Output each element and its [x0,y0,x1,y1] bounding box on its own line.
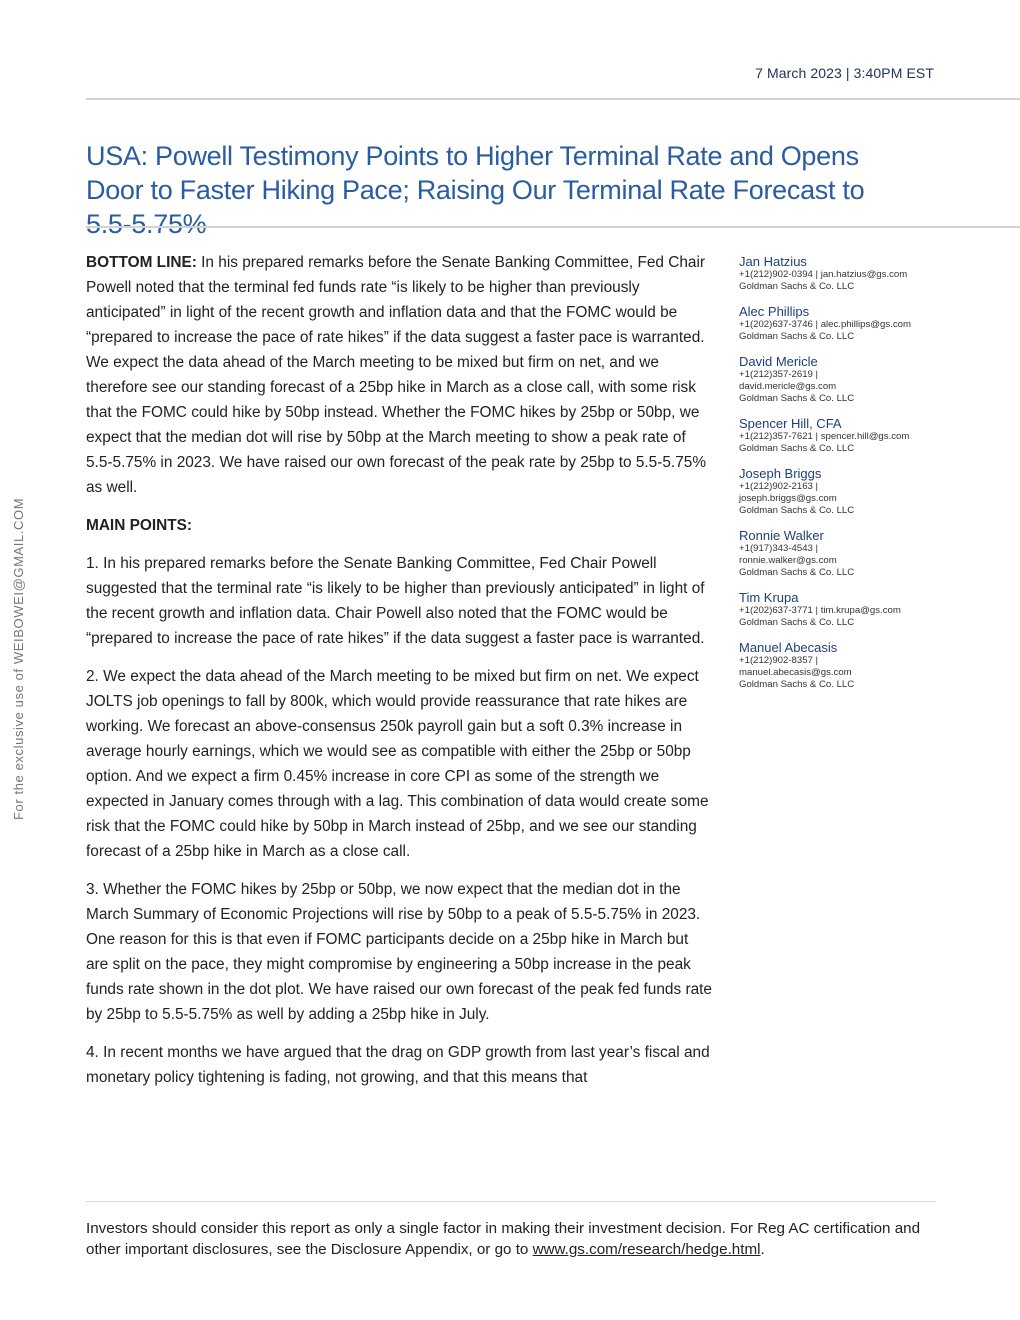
author-firm: Goldman Sachs & Co. LLC [739,617,855,628]
author-email[interactable]: david.mericle@gs.com [739,381,837,392]
bottom-line-label: BOTTOM LINE: [86,254,197,271]
main-points-heading: MAIN POINTS: [86,517,193,534]
disclaimer-end: . [760,1240,765,1258]
author-name[interactable]: Jan Hatzius [739,254,807,269]
main-point-2: 2. We expect the data ahead of the March meeting to be mixed but firm on net. We expect JOLTS job openings to fall by 800k, which would provide reassurance that rate hikes are working. We forecast an above-consensus 250k payroll gain but a soft 0.3% increase in average hourly earnings, which we would see as compatible with either the 25bp or 50bp option. And we expect a firm 0.45% increase in core CPI as some of the strength we expected in January comes through with a lag. This combination of data would create some risk that the FOMC could hike by 50bp in March instead of 25bp, and we see our standing forecast of a 25bp hike in March as a close call. [86,668,709,860]
author-name[interactable]: Tim Krupa [739,590,799,605]
author-email[interactable]: joseph.briggs@gs.com [739,493,837,504]
author-contact[interactable]: +1(917)343-4543 | [739,543,819,554]
author-name[interactable]: Ronnie Walker [739,528,824,543]
author-contact[interactable]: +1(202)637-3746 | alec.phillips@gs.com [739,319,911,330]
author-firm: Goldman Sachs & Co. LLC [739,281,855,292]
author-card [739,640,949,691]
author-firm: Goldman Sachs & Co. LLC [739,393,855,404]
title-divider [86,226,1020,228]
author-contact[interactable]: +1(202)637-3771 | tim.krupa@gs.com [739,605,901,616]
author-name[interactable]: Spencer Hill, CFA [739,416,842,431]
footer-disclaimer [86,1219,936,1260]
author-name[interactable]: David Mericle [739,354,818,369]
author-contact[interactable]: +1(212)902-0394 | jan.hatzius@gs.com [739,269,908,280]
author-card [739,254,949,293]
author-email[interactable]: ronnie.walker@gs.com [739,555,837,566]
footer-divider [86,1201,936,1202]
author-firm: Goldman Sachs & Co. LLC [739,679,855,690]
author-name[interactable]: Joseph Briggs [739,466,822,481]
author-name[interactable]: Alec Phillips [739,304,810,319]
report-body [86,250,712,1103]
author-card [739,528,949,579]
author-card [739,416,949,455]
report-title: USA: Powell Testimony Points to Higher Terminal Rate and Opens Door to Faster Hiking Pace; Raising Our Terminal Rate Forecast to 5.5-5.75% [86,141,865,239]
author-contact[interactable]: +1(212)902-2163 | [739,481,819,492]
main-point-1: 1. In his prepared remarks before the Senate Banking Committee, Fed Chair Powell suggested that the terminal rate “is likely to be higher than previously anticipated” in light of the recent growth and inflation data. Chair Powell also noted that the FOMC would be “prepared to increase the pace of rate hikes” if the data suggest a faster pace is warranted. [86,555,705,647]
disclaimer-text: Investors should consider this report as only a single factor in making their investment decision. For Reg AC certification and other important disclosures, see the Disclosure Appendix, or go to [86,1220,921,1258]
author-firm: Goldman Sachs & Co. LLC [739,505,855,516]
main-point-4: 4. In recent months we have argued that the drag on GDP growth from last year’s fiscal and monetary policy tightening is fading, not growing, and that this means that [86,1044,710,1086]
author-contact[interactable]: +1(212)902-8357 | [739,655,819,666]
bottom-line-text: In his prepared remarks before the Senate Banking Committee, Fed Chair Powell noted that the terminal fed funds rate “is likely to be higher than previously anticipated” in light of the recent growth and inflation data and that the FOMC would be “prepared to increase the pace of rate hikes” if the data suggest a faster pace is warranted. We expect the data ahead of the March meeting to be mixed but firm on net, and we therefore see our standing forecast of a 25bp hike in March as a close call, with some risk that the FOMC could hike by 50bp instead. Whether the FOMC hikes by 25bp or 50bp, we expect that the median dot will rise by 50bp at the March meeting to show a peak rate of 5.5-5.75% in 2023. We have raised our own forecast of the peak rate by 25bp to 5.5-5.75% as well. [86,254,707,496]
author-name[interactable]: Manuel Abecasis [739,640,838,655]
author-email[interactable]: manuel.abecasis@gs.com [739,667,852,678]
author-card [739,304,949,343]
author-firm: Goldman Sachs & Co. LLC [739,443,855,454]
bottom-line-paragraph [86,250,712,500]
author-firm: Goldman Sachs & Co. LLC [739,567,855,578]
author-card [739,354,949,405]
top-divider [86,98,1020,100]
exclusive-use-watermark: For the exclusive use of WEIBOWEI@GMAIL.COM [11,497,26,820]
author-card [739,590,949,629]
disclosure-link[interactable]: www.gs.com/research/hedge.html [532,1240,761,1258]
authors-sidebar [739,254,949,702]
author-contact[interactable]: +1(212)357-2619 | [739,369,819,380]
report-datetime: 7 March 2023 | 3:40PM EST [755,65,934,81]
main-point-3: 3. Whether the FOMC hikes by 25bp or 50bp, we now expect that the median dot in the March Summary of Economic Projections will rise by 50bp to a peak of 5.5-5.75% in 2023. One reason for this is that even if FOMC participants decide on a 25bp hike in March but are split on the pace, they might compromise by engineering a 50bp increase in the peak funds rate shown in the dot plot. We have raised our own forecast of the peak fed funds rate by 25bp to 5.5-5.75% as well by adding a 25bp hike in July. [86,881,712,1023]
author-card [739,466,949,517]
author-contact[interactable]: +1(212)357-7621 | spencer.hill@gs.com [739,431,910,442]
author-firm: Goldman Sachs & Co. LLC [739,331,855,342]
